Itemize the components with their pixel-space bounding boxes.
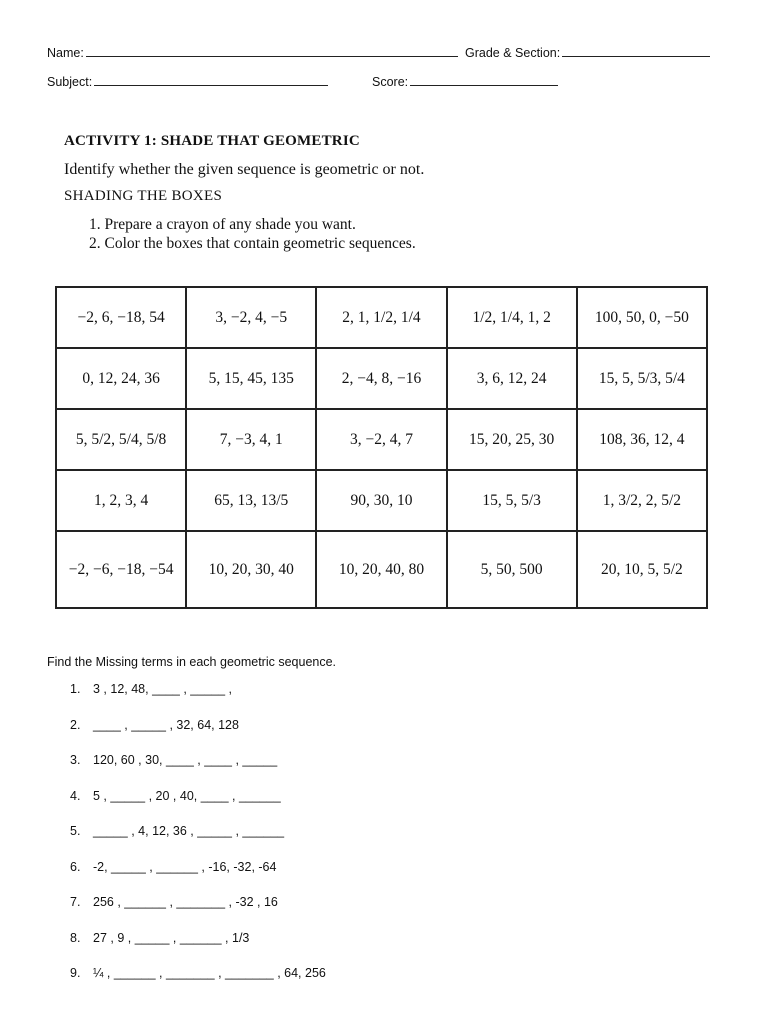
item-number: 8. <box>70 930 81 945</box>
sequence-grid <box>55 286 708 609</box>
grid-cell[interactable]: 1, 2, 3, 4 <box>56 470 186 531</box>
grid-cell[interactable]: 5, 15, 45, 135 <box>186 348 316 409</box>
score-field[interactable] <box>372 73 558 89</box>
item-sequence[interactable]: 120, 60 , 30, ____ , ____ , _____ <box>93 753 278 767</box>
item-sequence[interactable]: 3 , 12, 48, ____ , _____ , <box>93 682 233 696</box>
activity-instruction: Identify whether the given sequence is geometric or not. <box>64 161 425 178</box>
activity-subheading: SHADING THE BOXES <box>64 188 223 204</box>
item-sequence[interactable]: -2, _____ , ______ , -16, -32, -64 <box>93 859 277 874</box>
name-blank[interactable] <box>86 44 458 57</box>
grid-cell[interactable]: 1, 3/2, 2, 5/2 <box>577 470 707 531</box>
name-field[interactable] <box>47 44 458 60</box>
grid-row <box>56 348 707 409</box>
grid-cell[interactable]: 5, 50, 500 <box>447 531 577 608</box>
grid-cell[interactable]: 7, −3, 4, 1 <box>186 409 316 470</box>
grid-cell[interactable]: 0, 12, 24, 36 <box>56 348 186 409</box>
grid-cell[interactable]: −2, −6, −18, −54 <box>56 531 186 608</box>
grid-row <box>56 531 707 608</box>
grid-cell[interactable]: 15, 20, 25, 30 <box>447 409 577 470</box>
item-number: 7. <box>70 895 81 909</box>
missing-terms-heading: Find the Missing terms in each geometric sequence. <box>47 655 337 669</box>
item-number: 4. <box>70 788 81 803</box>
grid-cell[interactable]: 2, 1, 1/2, 1/4 <box>316 287 446 348</box>
grid-cell[interactable]: 108, 36, 12, 4 <box>577 409 707 470</box>
grid-cell[interactable]: 10, 20, 30, 40 <box>186 531 316 608</box>
step-item: 1. Prepare a crayon of any shade you want. <box>89 216 356 233</box>
item-sequence[interactable]: _____ , 4, 12, 36 , _____ , ______ <box>93 824 285 838</box>
item-sequence[interactable]: ____ , _____ , 32, 64, 128 <box>93 717 239 732</box>
grid-cell[interactable]: 5, 5/2, 5/4, 5/8 <box>56 409 186 470</box>
grid-cell[interactable]: 90, 30, 10 <box>316 470 446 531</box>
grid-row <box>56 409 707 470</box>
grade-section-field[interactable] <box>465 44 710 60</box>
grid-cell[interactable]: 2, −4, 8, −16 <box>316 348 446 409</box>
grid-cell[interactable]: 1/2, 1/4, 1, 2 <box>447 287 577 348</box>
activity-section <box>64 133 424 253</box>
grid-cell[interactable]: −2, 6, −18, 54 <box>56 287 186 348</box>
item-number: 3. <box>70 753 81 767</box>
grid-row <box>56 470 707 531</box>
grade-section-blank[interactable] <box>562 44 710 57</box>
score-label: Score: <box>372 75 409 89</box>
subject-label: Subject: <box>47 75 93 89</box>
grid-cell[interactable]: 3, −2, 4, 7 <box>316 409 446 470</box>
grid-cell[interactable]: 15, 5, 5/3, 5/4 <box>577 348 707 409</box>
steps-list <box>89 215 424 253</box>
grid-cell[interactable]: 10, 20, 40, 80 <box>316 531 446 608</box>
grid-cell[interactable]: 15, 5, 5/3 <box>447 470 577 531</box>
grid-cell[interactable]: 65, 13, 13/5 <box>186 470 316 531</box>
subject-field[interactable] <box>47 73 328 89</box>
step-item: 2. Color the boxes that contain geometric sequences. <box>89 235 416 252</box>
item-number: 1. <box>70 682 81 696</box>
item-sequence[interactable]: 27 , 9 , _____ , ______ , 1/3 <box>93 930 250 945</box>
score-blank[interactable] <box>410 73 558 86</box>
activity-title: ACTIVITY 1: SHADE THAT GEOMETRIC <box>64 133 360 149</box>
item-number: 6. <box>70 859 81 874</box>
item-sequence[interactable]: 256 , ______ , _______ , -32 , 16 <box>93 895 278 909</box>
grid-cell[interactable]: 100, 50, 0, −50 <box>577 287 707 348</box>
item-number: 5. <box>70 824 81 838</box>
grade-section-label: Grade & Section: <box>465 46 561 60</box>
item-number: 9. <box>70 966 81 980</box>
grid-cell[interactable]: 3, 6, 12, 24 <box>447 348 577 409</box>
subject-blank[interactable] <box>94 73 328 86</box>
item-sequence[interactable]: 5 , _____ , 20 , 40, ____ , ______ <box>93 788 281 803</box>
item-sequence[interactable]: ¼ , ______ , _______ , _______ , 64, 256 <box>93 966 326 980</box>
grid-row <box>56 287 707 348</box>
name-label: Name: <box>47 46 84 60</box>
item-number: 2. <box>70 717 81 732</box>
grid-cell[interactable]: 3, −2, 4, −5 <box>186 287 316 348</box>
grid-cell[interactable]: 20, 10, 5, 5/2 <box>577 531 707 608</box>
